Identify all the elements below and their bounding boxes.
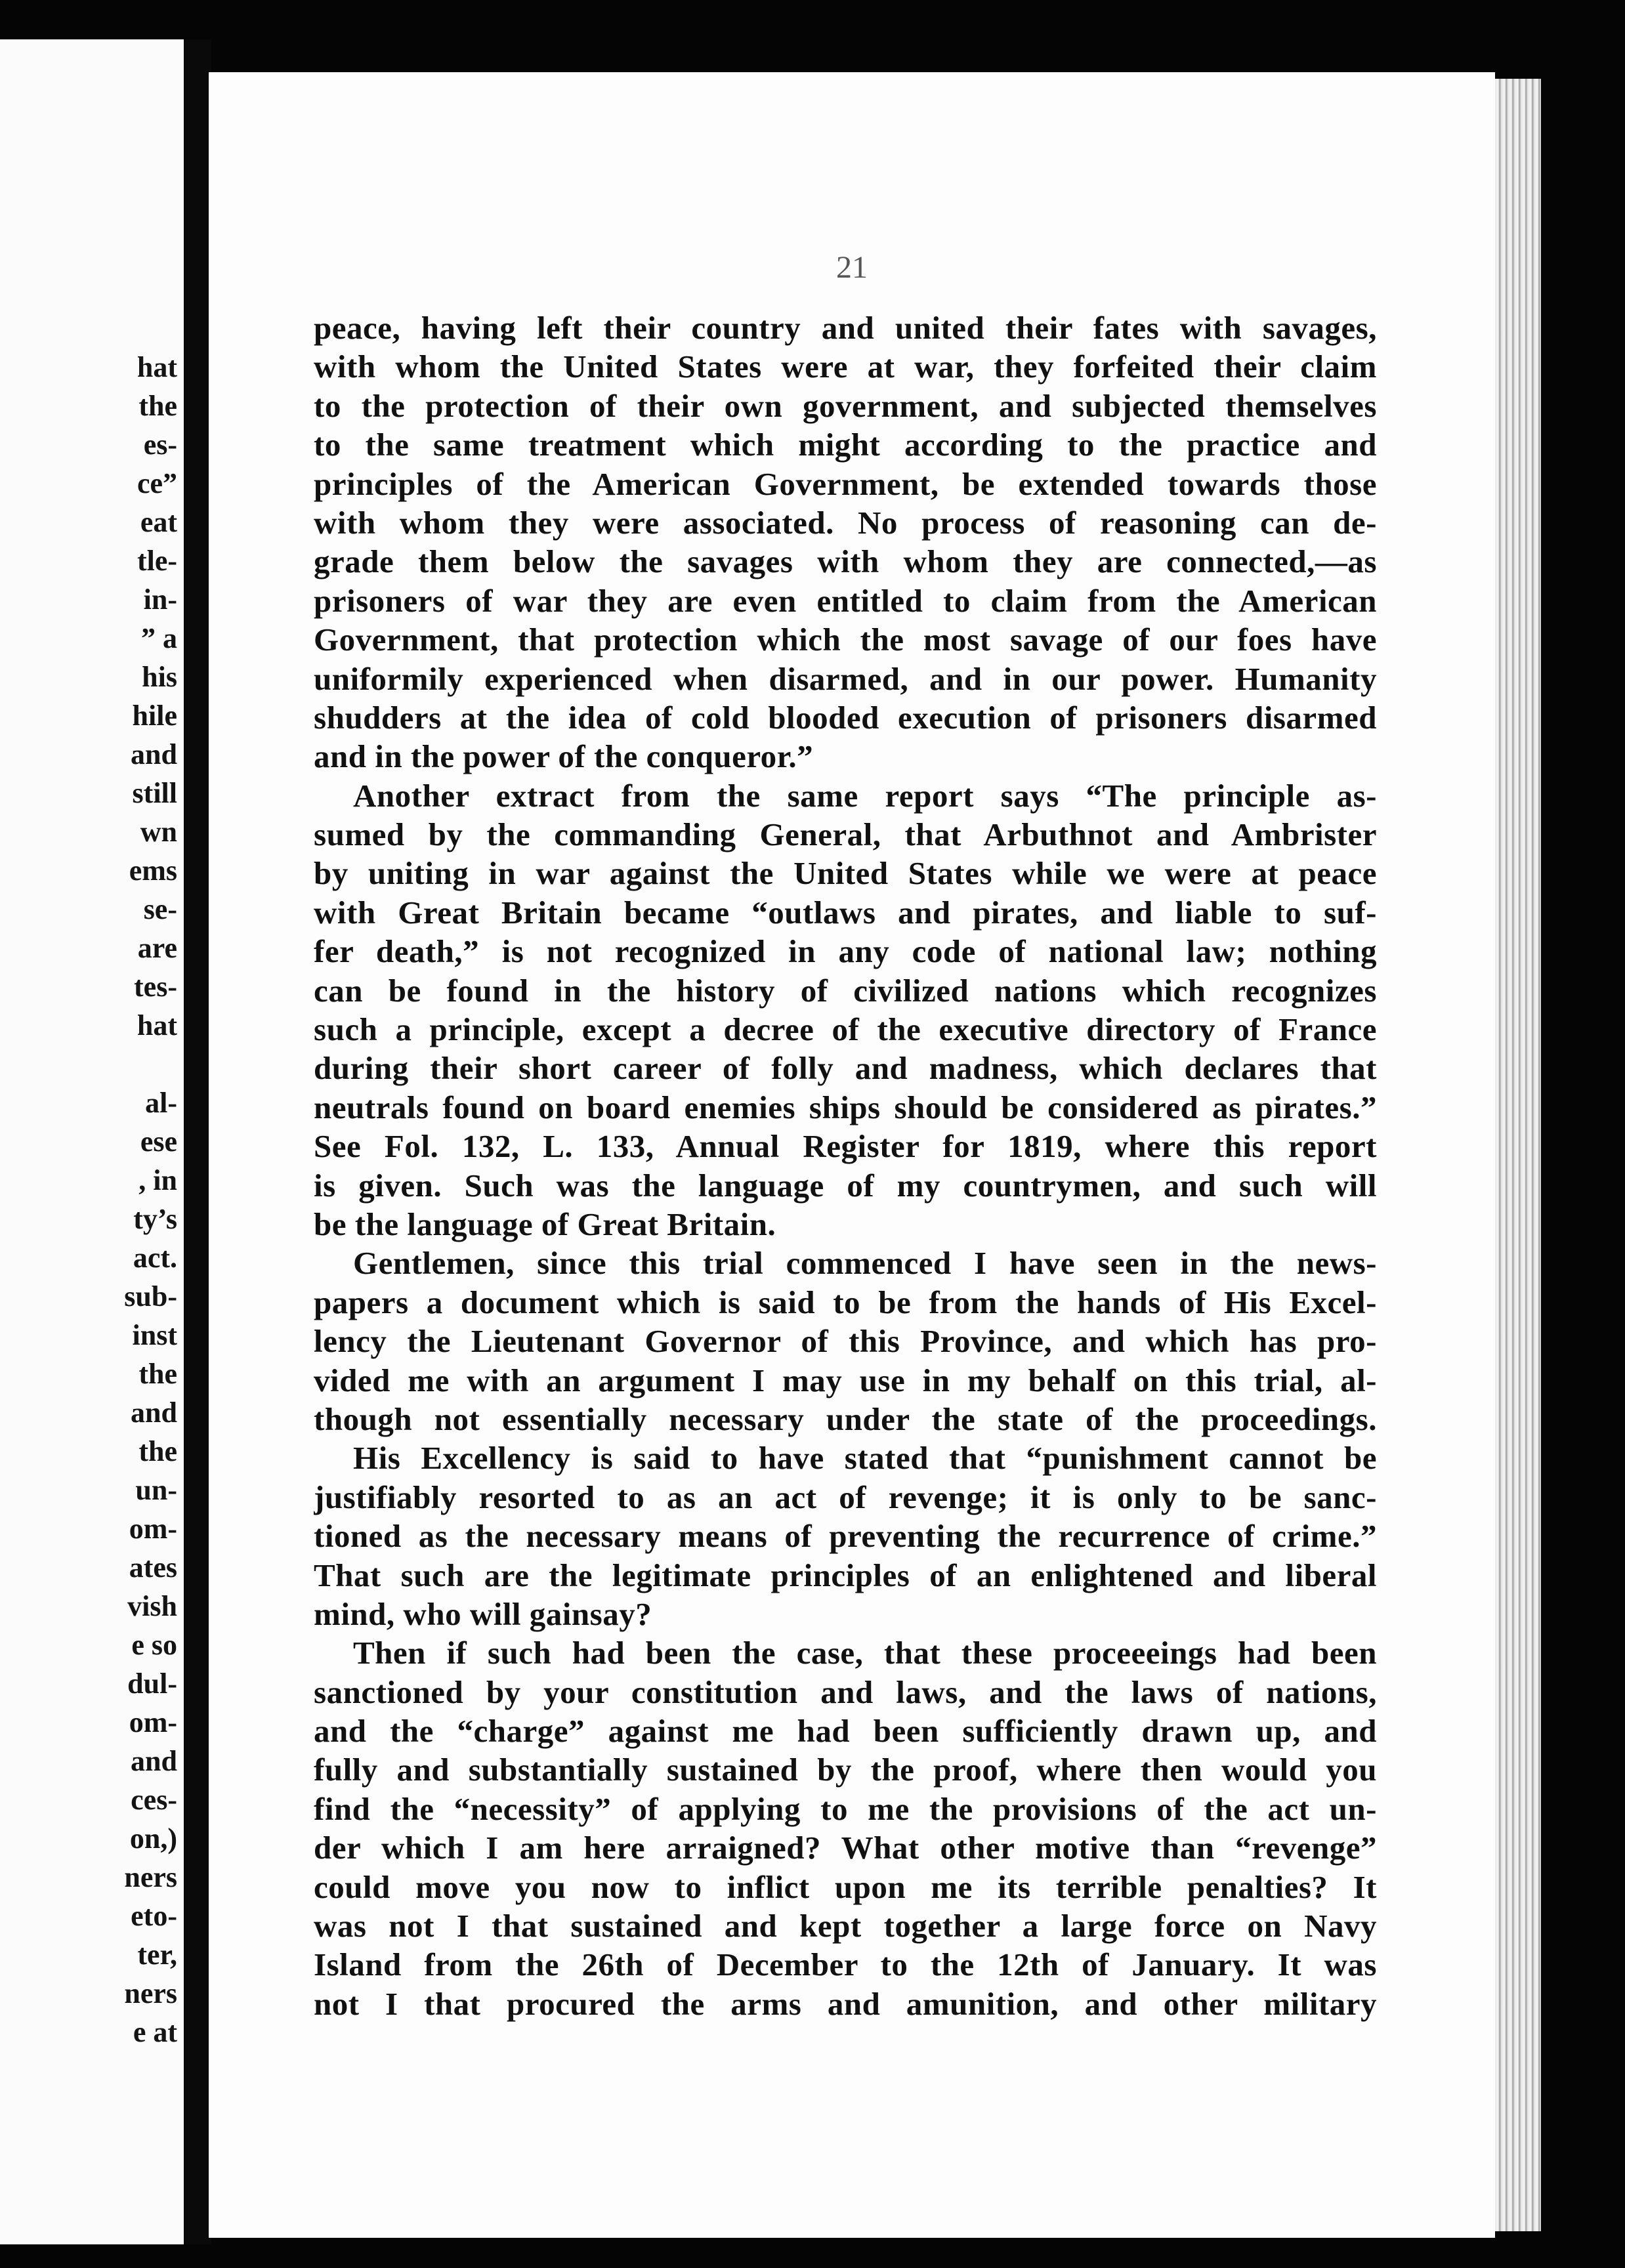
text-line: was not I that sustained and kept together a large force on Navy bbox=[314, 1908, 1377, 1944]
left-page-fragment: hat bbox=[137, 351, 177, 383]
text-line: That such are the legitimate principles of an enlightened and liberal bbox=[314, 1557, 1377, 1593]
text-line: such a principle, except a decree of the executive directory of France bbox=[314, 1011, 1377, 1048]
left-page-fragment: al- bbox=[145, 1087, 177, 1119]
left-page-fragment: act. bbox=[133, 1242, 177, 1274]
text-line: be the language of Great Britain. bbox=[314, 1206, 776, 1242]
text-line: Gentlemen, since this trial commenced I have seen in the news- bbox=[353, 1245, 1377, 1282]
left-page-fragment: ce” bbox=[137, 467, 177, 499]
text-line: sanctioned by your constitution and laws, and the laws of nations, bbox=[314, 1673, 1377, 1710]
text-line: vided me with an argument I may use in my behalf on this trial, al- bbox=[314, 1362, 1377, 1398]
text-line: grade them below the savages with whom they are connected,—as bbox=[314, 543, 1377, 580]
text-line: Island from the 26th of December to the 12th of January. It was bbox=[314, 1946, 1377, 1983]
left-page-fragment: ners bbox=[124, 1861, 177, 1893]
left-page-fragment: hile bbox=[132, 700, 177, 732]
text-line: Government, that protection which the most savage of our foes have bbox=[314, 621, 1377, 658]
text-line: papers a document which is said to be from the hands of His Excel- bbox=[314, 1284, 1377, 1320]
text-line: find the “necessity” of applying to me the provisions of the act un- bbox=[314, 1790, 1377, 1827]
left-page-fragment: eat bbox=[140, 506, 177, 538]
text-line: shudders at the idea of cold blooded execution of prisoners disarmed bbox=[314, 699, 1377, 736]
right-page bbox=[209, 72, 1495, 2238]
left-page-fragment: tle- bbox=[137, 545, 177, 577]
text-line: principles of the American Government, be extended towards those bbox=[314, 465, 1377, 502]
text-line: tioned as the necessary means of preventing the recurrence of crime.” bbox=[314, 1518, 1377, 1555]
text-line: neutrals found on board enemies ships should be considered as pirates.” bbox=[314, 1089, 1377, 1125]
text-line: uniformily experienced when disarmed, and in our power. Humanity bbox=[314, 660, 1377, 697]
left-page-fragment: wn bbox=[140, 816, 177, 848]
text-line: during their short career of folly and madness, which declares that bbox=[314, 1050, 1377, 1087]
text-line: justifiably resorted to as an act of revenge; it is only to be sanc- bbox=[314, 1479, 1377, 1515]
left-page-fragment: the bbox=[138, 1435, 177, 1467]
left-page-fragment: om- bbox=[129, 1706, 177, 1738]
text-line: sumed by the commanding General, that Arbuthnot and Ambrister bbox=[314, 816, 1377, 853]
text-line: to the protection of their own government, and subjected themselves bbox=[314, 387, 1377, 424]
text-line: and in the power of the conqueror.” bbox=[314, 738, 814, 775]
page-edges bbox=[1495, 79, 1541, 2231]
text-line: prisoners of war they are even entitled to claim from the American bbox=[314, 582, 1377, 619]
text-line: though not essentially necessary under the state of the proceedings. bbox=[314, 1400, 1377, 1437]
text-line: with whom they were associated. No process of reasoning can de- bbox=[314, 504, 1377, 541]
text-line: with Great Britain became “outlaws and pirates, and liable to suf- bbox=[314, 894, 1377, 931]
left-page-fragment: and bbox=[131, 1396, 177, 1429]
left-page-text-fragments bbox=[59, 348, 177, 2051]
text-line: mind, who will gainsay? bbox=[314, 1595, 652, 1632]
left-page-fragment: ” a bbox=[141, 622, 177, 654]
left-page-fragment: ates bbox=[129, 1551, 177, 1584]
left-page-fragment: ty’s bbox=[133, 1203, 177, 1235]
left-page-fragment: e at bbox=[133, 2016, 177, 2048]
left-page-fragment: are bbox=[137, 932, 177, 964]
text-line: Then if such had been the case, that these proceeeings had been bbox=[353, 1635, 1377, 1671]
left-page-fragment: dul- bbox=[127, 1668, 177, 1700]
left-page-fragment: the bbox=[138, 390, 177, 422]
left-page-fragment: ter, bbox=[137, 1939, 177, 1971]
left-page-fragment: the bbox=[138, 1358, 177, 1390]
text-line: fully and substantially sustained by the proof, where then would you bbox=[314, 1752, 1377, 1788]
left-page-fragment: inst bbox=[132, 1319, 177, 1351]
left-page-fragment: still bbox=[132, 777, 177, 809]
left-page-fragment: ems bbox=[129, 854, 177, 887]
left-page-fragment: and bbox=[131, 738, 177, 770]
text-line: to the same treatment which might according to the practice and bbox=[314, 427, 1377, 463]
text-line: by uniting in war against the United States while we were at peace bbox=[314, 855, 1377, 892]
left-page-fragment: sub- bbox=[124, 1280, 177, 1312]
left-page-fragment: om- bbox=[129, 1513, 177, 1545]
left-page-fragment: ese bbox=[140, 1125, 177, 1158]
left-page-fragment: se- bbox=[143, 893, 177, 925]
text-line: Another extract from the same report says “The principle as- bbox=[353, 777, 1377, 814]
left-page-fragment: hat bbox=[137, 1009, 177, 1041]
text-line: can be found in the history of civilized nations which recognizes bbox=[314, 972, 1377, 1009]
left-page-fragment: un- bbox=[135, 1474, 177, 1506]
text-line: could move you now to inflict upon me its terrible penalties? It bbox=[314, 1868, 1377, 1905]
left-page-fragment: es- bbox=[143, 429, 177, 461]
left-page-fragment: tes- bbox=[134, 971, 177, 1003]
left-page-fragment: , in bbox=[138, 1164, 177, 1196]
book-gutter bbox=[185, 39, 211, 2244]
text-line: not I that procured the arms and amunition, and other military bbox=[314, 1985, 1377, 2022]
text-line: lency the Lieutenant Governor of this Province, and which has pro- bbox=[314, 1323, 1377, 1360]
left-page-fragment: on,) bbox=[129, 1822, 177, 1855]
left-page-fragment: ces- bbox=[131, 1784, 177, 1816]
text-line: peace, having left their country and united their fates with savages, bbox=[314, 310, 1377, 346]
left-page-fragment: his bbox=[142, 661, 177, 693]
left-page-fragment: e so bbox=[131, 1629, 177, 1661]
text-line: der which I am here arraigned? What other motive than “revenge” bbox=[314, 1830, 1377, 1866]
text-line: See Fol. 132, L. 133, Annual Register for 1819, where this report bbox=[314, 1128, 1377, 1165]
left-page bbox=[0, 39, 184, 2244]
left-page-fragment: and bbox=[131, 1745, 177, 1777]
text-line: and the “charge” against me had been sufficiently drawn up, and bbox=[314, 1713, 1377, 1750]
left-page-fragment: ners bbox=[124, 1977, 177, 2009]
text-line: with whom the United States were at war, they forfeited their claim bbox=[314, 348, 1377, 385]
left-page-fragment bbox=[59, 1045, 177, 1083]
text-line: is given. Such was the language of my countrymen, and such will bbox=[314, 1167, 1377, 1204]
text-line: fer death,” is not recognized in any code of national law; nothing bbox=[314, 933, 1377, 970]
body-text bbox=[314, 308, 1377, 2023]
left-page-fragment: in- bbox=[143, 583, 177, 616]
left-page-fragment: eto- bbox=[131, 1900, 177, 1932]
page-number: 21 bbox=[836, 250, 868, 285]
left-page-fragment: vish bbox=[127, 1590, 177, 1622]
text-line: His Excellency is said to have stated that “punishment cannot be bbox=[353, 1440, 1377, 1477]
